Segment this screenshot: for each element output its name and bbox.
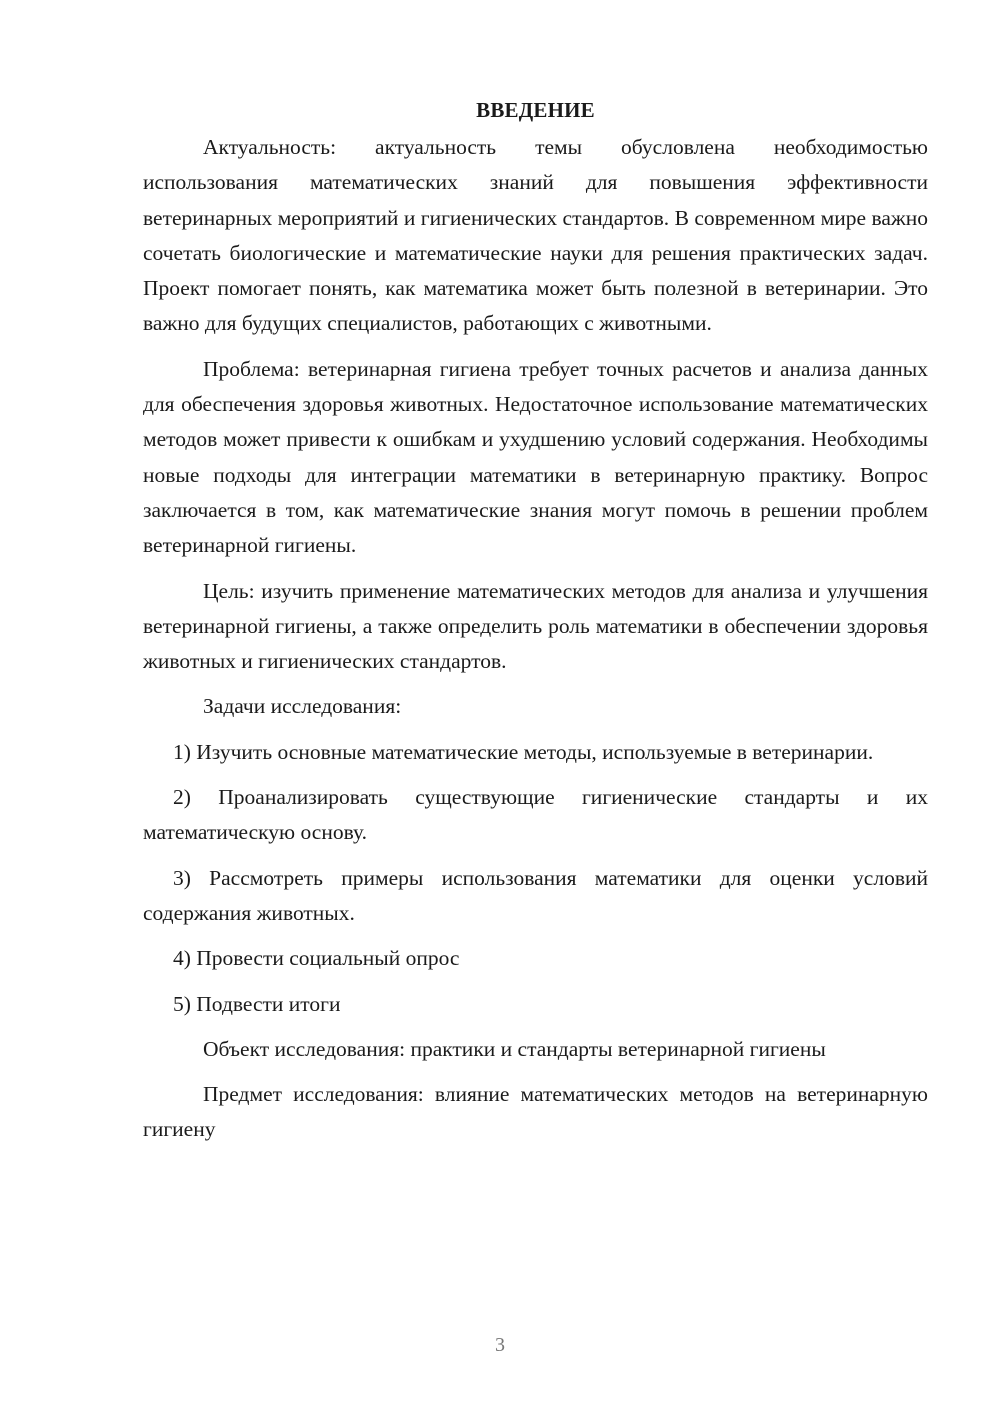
research-subject: Предмет исследования: влияние математических методов на ветеринарную гигиену <box>143 1082 928 1142</box>
task-item-4: 4) Провести социальный опрос <box>173 946 460 971</box>
task-item-5: 5) Подвести итоги <box>173 991 341 1016</box>
section-title: ВВЕДЕНИЕ <box>476 98 595 122</box>
goal-paragraph: Цель: изучить применение математических методов для анализа и улучшения ветеринарной гигиены, а также определить роль математики в обеспечении здоровья животных и гигиенических стандартов. <box>143 578 928 674</box>
tasks-heading: Задачи исследования: <box>203 694 402 719</box>
task-item-2: 2) Проанализировать существующие гигиенические стандарты и их математическую основу. <box>143 785 928 845</box>
relevance-paragraph: Актуальность: актуальность темы обусловлена необходимостью использования математических знаний для повышения эффективности ветеринарных мероприятий и гигиенических стандартов. В современном мире важно сочетать биологические и математические науки для решения практических задач. Проект помогает понять, как математика может быть полезной в ветеринарии. Это важно для будущих специалистов, работающих с животными. <box>143 135 928 336</box>
page-number: 3 <box>495 1334 505 1356</box>
research-object: Объект исследования: практики и стандарты ветеринарной гигиены <box>203 1036 826 1061</box>
problem-paragraph: Проблема: ветеринарная гигиена требует точных расчетов и анализа данных для обеспечения здоровья животных. Недостаточное использование математических методов может привести к ошибкам и ухудшению условий содержания. Необходимы новые подходы для интеграции математики в ветеринарную практику. Вопрос заключается в том, как математические знания могут помочь в решении проблем ветеринарной гигиены. <box>143 356 928 558</box>
task-item-1: 1) Изучить основные математические методы, используемые в ветеринарии. <box>173 739 874 764</box>
page-content <box>143 96 928 1148</box>
task-item-3: 3) Рассмотреть примеры использования математики для оценки условий содержания животных. <box>143 865 928 925</box>
